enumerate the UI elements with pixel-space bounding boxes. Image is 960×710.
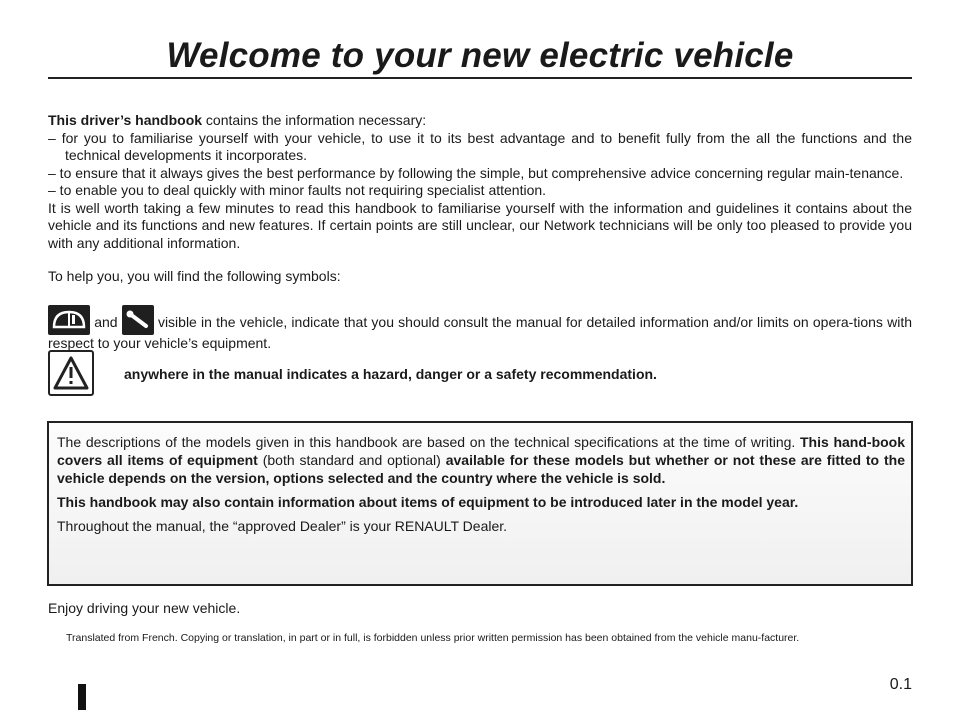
note-paragraph-2: This handbook may also contain information about items of equipment to be introduced later in the model year.	[57, 494, 799, 510]
page-title: Welcome to your new electric vehicle	[166, 36, 794, 75]
note-bold: This hand-book covers all items of equipment	[57, 434, 906, 468]
note-text: (both standard and optional)	[257, 452, 446, 468]
intro-section	[48, 112, 912, 252]
section-tab-marker	[78, 684, 86, 710]
bullet-item: – to enable you to deal quickly with minor faults not requiring specialist attention.	[48, 182, 547, 198]
body-paragraph: It is well worth taking a few minutes to read this handbook to familiarise yourself with the information and guidelines it contains about the vehicle and its functions and new features. If certain points are still unclear, our Network technicians will be only too pleased to provide you with any additional information.	[48, 199, 912, 251]
note-paragraph-1	[57, 433, 905, 487]
book-info-icon	[48, 305, 90, 335]
symbols-and: and	[90, 314, 122, 330]
intro-rest: contains the information necessary:	[202, 112, 427, 128]
note-bold: available for these models but whether or not these are fitted to the vehicle depends on the version, options selected and the country where the vehicle is sold.	[57, 452, 905, 486]
footnote: Translated from French. Copying or translation, in part or in full, is forbidden unless prior written permission has been obtained from the vehicle manu-facturer.	[66, 632, 800, 644]
bullet-item: – for you to familiarise yourself with your vehicle, to use it to its best advantage and to benefit fully from the all the functions and the technical developments it incorporates.	[48, 129, 912, 163]
page-number: 0.1	[889, 676, 912, 693]
intro-bold: This driver’s handbook	[48, 112, 203, 128]
symbols-paragraph	[48, 305, 912, 353]
bullet-item: – to ensure that it always gives the best performance by following the simple, but comprehensive advice concerning regular main-tenance.	[48, 164, 904, 181]
title-rule	[48, 77, 912, 79]
wrench-icon	[122, 305, 154, 335]
warning-text: anywhere in the manual indicates a hazard, danger or a safety recommendation.	[124, 366, 657, 382]
warning-triangle-icon	[48, 350, 94, 396]
closing-line: Enjoy driving your new vehicle.	[48, 600, 241, 616]
intro-line	[48, 112, 912, 130]
note-text: The descriptions of the models given in this handbook are based on the technical specifications at the time of writing.	[57, 434, 800, 450]
note-paragraph-3: Throughout the manual, the “approved Dealer” is your RENAULT Dealer.	[57, 518, 508, 534]
symbols-text: visible in the vehicle, indicate that you should consult the manual for detailed information and/or limits on opera-tions with respect to your vehicle’s equipment.	[48, 314, 913, 351]
symbols-intro: To help you, you will find the following symbols:	[48, 268, 341, 284]
note-box	[47, 421, 913, 586]
